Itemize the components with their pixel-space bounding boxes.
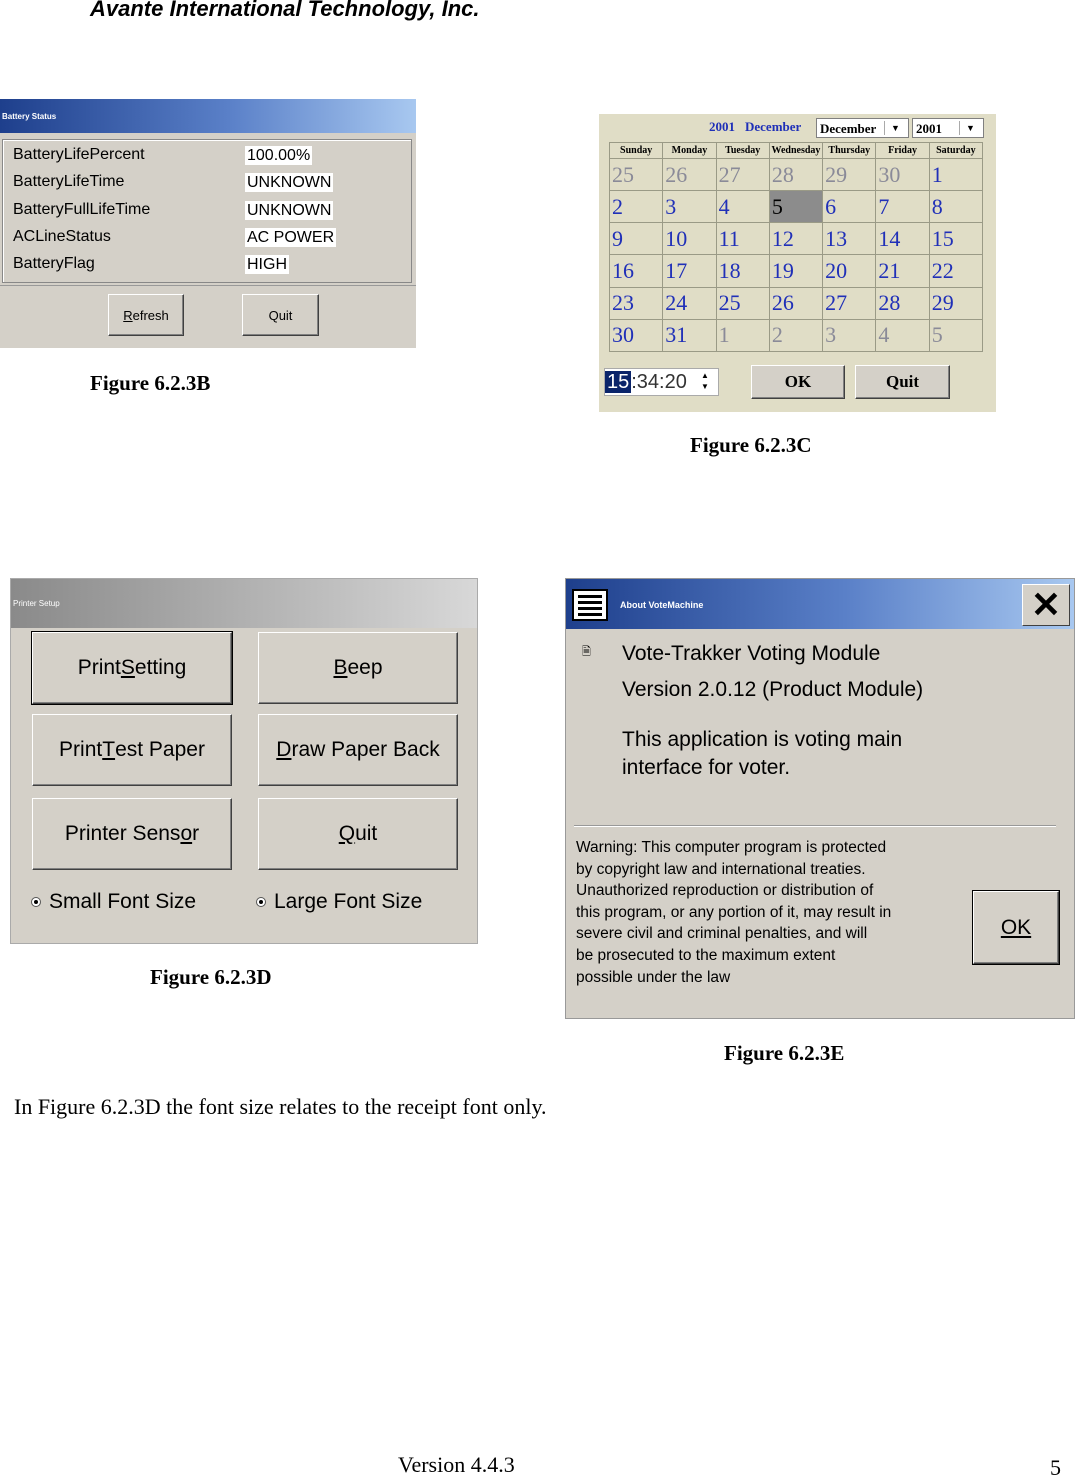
time-hour: 15 [607,371,630,393]
calendar-day[interactable]: 2 [769,319,822,351]
figure-caption-e: Figure 6.2.3E [724,1041,845,1065]
battery-row [13,228,393,254]
calendar-day[interactable]: 6 [823,191,876,223]
description-line: interface for voter. [622,756,791,779]
warning-line: Unauthorized reproduction or distribution of [576,882,874,900]
quit-button[interactable]: Quit [855,365,950,399]
year-select[interactable] [912,118,984,138]
weekday-header-row [610,143,983,159]
time-spinner-input[interactable] [604,368,719,396]
divider [0,285,416,286]
warning-line: by copyright law and international treaties. [576,860,866,878]
calendar-day[interactable]: 2 [610,191,663,223]
divider [574,826,1056,827]
battery-status-window [0,99,416,348]
calendar-week-row [610,255,983,287]
warning-line: this program, or any portion of it, may result in [576,903,892,921]
warning-line: possible under the law [576,968,731,986]
battery-value: 100.00% [247,147,311,164]
calendar-day[interactable]: 10 [663,223,716,255]
calendar-day[interactable]: 7 [876,191,929,223]
calendar-day[interactable]: 3 [663,191,716,223]
battery-info-panel [2,139,412,283]
calendar-window [599,114,996,412]
printer-sensor-button[interactable] [32,798,232,870]
calendar-day[interactable]: 23 [610,287,663,319]
about-title-bar [566,579,1074,629]
ok-label: OK [1000,915,1032,939]
calendar-week-row [610,159,983,191]
calendar-day[interactable]: 20 [823,255,876,287]
month-select-value: December [820,121,877,136]
calendar-day[interactable]: 26 [663,159,716,191]
battery-value: AC POWER [247,229,335,246]
battery-label: BatteryLifePercent [13,146,145,163]
button-mnemonic: o [180,822,193,845]
page-number: 5 [1050,1455,1061,1475]
battery-row [13,201,393,227]
button-label: est Paper [115,738,205,761]
printer-title-bar: Printer Setup [11,579,477,628]
calendar-day[interactable]: 13 [823,223,876,255]
calendar-day[interactable]: 21 [876,255,929,287]
calendar-day[interactable]: 15 [929,223,982,255]
calendar-day[interactable]: 22 [929,255,982,287]
button-label: Printer Sens [64,822,181,845]
calendar-day[interactable]: 1 [929,159,982,191]
body-paragraph: In Figure 6.2.3D the font size relates to the receipt font only. [14,1094,547,1119]
calendar-week-row [610,223,983,255]
calendar-day[interactable]: 3 [823,319,876,351]
printer-setup-window [10,578,478,944]
calendar-day[interactable]: 25 [716,287,769,319]
button-label: Print [59,738,103,761]
print-setting-button[interactable] [32,632,232,704]
button-mnemonic: D [276,738,292,761]
weekday-header: Monday [663,143,716,159]
battery-value: UNKNOWN [247,174,332,191]
app-small-icon: 🗎 [582,646,591,658]
weekday-header: Wednesday [769,143,822,159]
quit-button[interactable] [258,798,458,870]
battery-value: UNKNOWN [247,202,332,219]
calendar-day[interactable]: 11 [716,223,769,255]
battery-value: HIGH [247,256,287,273]
calendar-day[interactable]: 8 [929,191,982,223]
calendar-day[interactable]: 31 [663,319,716,351]
footer-version: Version 4.4.3 [398,1452,515,1475]
battery-row [13,146,393,172]
calendar-day[interactable]: 27 [823,287,876,319]
copyright-warning [576,837,966,988]
radio-icon [256,897,266,907]
battery-label: BatteryFlag [13,255,95,272]
calendar-week-row [610,191,983,223]
button-label: raw Paper Back [291,738,440,761]
figure-caption-d: Figure 6.2.3D [150,965,272,989]
year-select-value: 2001 [916,121,942,136]
weekday-header: Sunday [610,143,663,159]
calendar-week-row [610,287,983,319]
calendar-day[interactable]: 18 [716,255,769,287]
calendar-month-label: December [745,119,802,134]
ok-button[interactable] [973,891,1059,964]
calendar-day[interactable]: 27 [716,159,769,191]
weekday-header: Thursday [823,143,876,159]
calendar-day[interactable]: 29 [823,159,876,191]
battery-label: BatteryFullLifeTime [13,201,151,218]
button-mnemonic: Q [338,822,356,845]
calendar-day[interactable]: 17 [663,255,716,287]
warning-line: Warning: This computer program is protected [576,839,887,856]
radio-label: Small Font Size [49,890,197,913]
button-label: Print [77,656,121,679]
calendar-day[interactable]: 30 [610,319,663,351]
product-name: Vote-Trakker Voting Module [622,642,881,665]
calendar-day[interactable]: 4 [876,319,929,351]
calendar-week-row [610,319,983,351]
radio-label: Large Font Size [274,890,423,913]
calendar-day-selected[interactable]: 5 [769,191,822,223]
weekday-header: Friday [876,143,929,159]
calendar-year-label: 2001 [709,119,735,134]
refresh-mnemonic: R [123,307,133,323]
battery-label: BatteryLifeTime [13,173,125,190]
app-icon [572,589,608,621]
figure-caption-b: Figure 6.2.3B [90,371,211,395]
button-mnemonic: S [120,656,135,679]
weekday-header: Saturday [929,143,982,159]
button-label: uit [355,822,378,845]
about-title: About VoteMachine [620,600,704,610]
button-label: r [192,822,200,845]
warning-line: severe civil and criminal penalties, and will [576,925,868,943]
calendar-day[interactable]: 25 [610,159,663,191]
weekday-header: Tuesday [716,143,769,159]
about-window [565,578,1075,1019]
small-font-radio[interactable] [31,890,196,914]
button-mnemonic: B [333,656,348,679]
calendar-day[interactable]: 29 [929,287,982,319]
quit-button[interactable]: Quit [242,294,319,336]
month-select[interactable] [816,118,909,138]
company-header: Avante International Technology, Inc. [90,0,480,21]
calendar-header [709,119,811,135]
beep-button[interactable] [258,632,458,704]
figure-caption-c: Figure 6.2.3C [690,433,812,457]
calendar-day[interactable]: 30 [876,159,929,191]
radio-icon [31,897,41,907]
ok-button[interactable]: OK [751,365,845,399]
button-mnemonic: T [102,738,116,761]
calendar-day[interactable]: 9 [610,223,663,255]
warning-line: be prosecuted to the maximum extent [576,946,836,964]
close-icon[interactable]: ✕ [1022,584,1070,626]
description-line: This application is voting main [622,728,903,751]
calendar-day[interactable]: 28 [876,287,929,319]
calendar-day[interactable]: 24 [663,287,716,319]
draw-paper-back-button[interactable] [258,714,458,786]
calendar-day[interactable]: 28 [769,159,822,191]
button-label: etting [134,656,187,679]
battery-row [13,255,393,281]
calendar-day[interactable]: 19 [769,255,822,287]
chevron-down-icon[interactable]: ▼ [959,121,981,135]
calendar-day[interactable]: 16 [610,255,663,287]
battery-title-bar: Battery Status [0,99,416,133]
battery-label: ACLineStatus [13,228,111,245]
product-version: Version 2.0.12 (Product Module) [622,678,924,701]
calendar-day[interactable]: 14 [876,223,929,255]
refresh-button[interactable] [108,294,184,336]
calendar-day[interactable]: 1 [716,319,769,351]
time-minutes-seconds: :34:20 [631,371,687,393]
battery-row [13,173,393,199]
calendar-day[interactable]: 12 [769,223,822,255]
calendar-day[interactable]: 26 [769,287,822,319]
refresh-label: efresh [132,307,169,323]
button-label: eep [347,656,383,679]
chevron-down-icon[interactable]: ▼ [884,121,906,135]
print-test-paper-button[interactable] [32,714,232,786]
calendar-day[interactable]: 4 [716,191,769,223]
spin-arrows-icon[interactable]: ▲ ▼ [701,371,709,391]
calendar-grid [609,142,983,352]
calendar-day[interactable]: 5 [929,319,982,351]
large-font-radio[interactable] [256,890,422,914]
